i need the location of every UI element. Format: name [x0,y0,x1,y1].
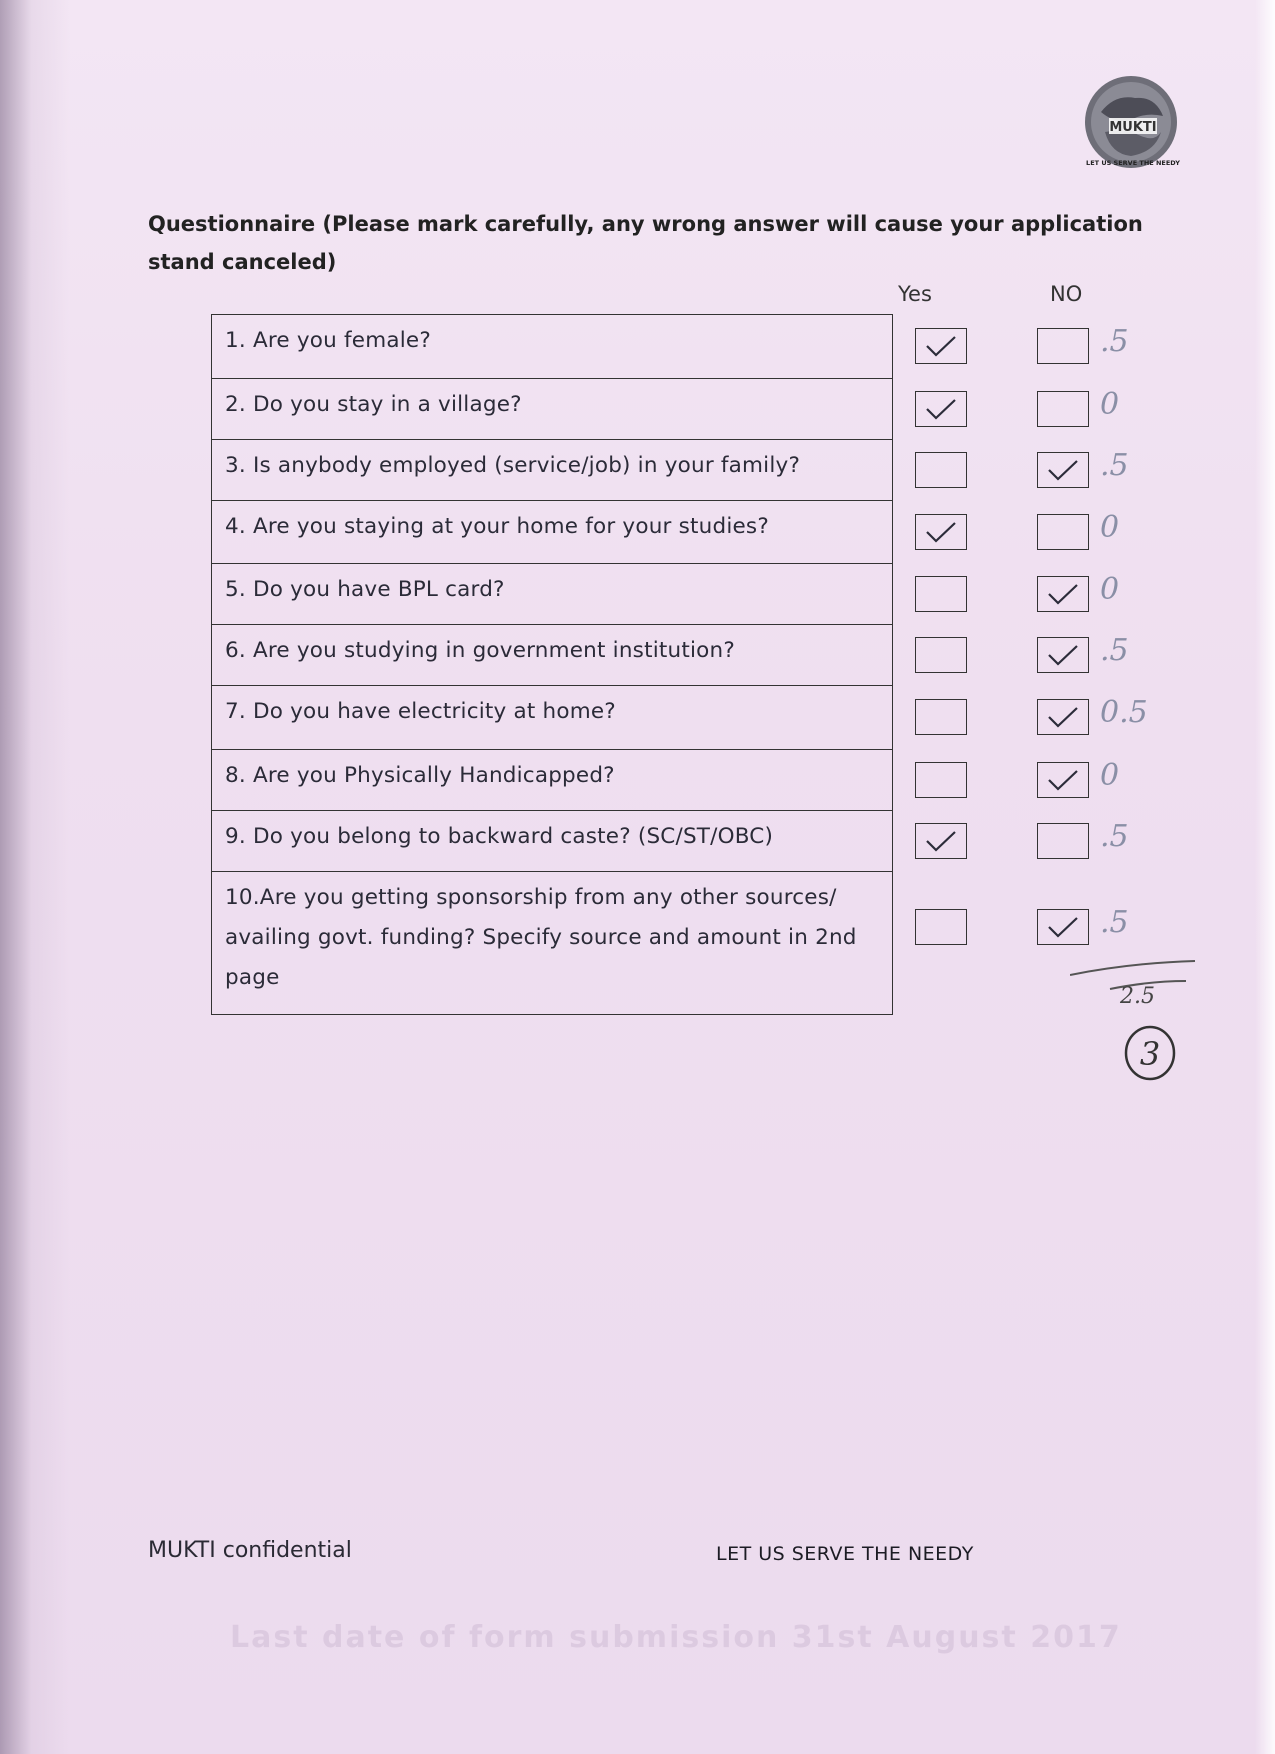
logo-tagline: LET US SERVE THE NEEDY [1086,159,1180,167]
paper-edge [1255,0,1275,1754]
question-text: 7. Do you have electricity at home? [225,699,616,724]
handwritten-score: 0 [1100,510,1120,545]
handwritten-score: 0 [1100,758,1120,793]
checkbox-yes[interactable] [915,391,967,427]
checkbox-no[interactable] [1037,514,1089,550]
checkbox-yes[interactable] [915,823,967,859]
checkbox-yes[interactable] [915,699,967,735]
question-row [212,625,892,686]
column-yes: Yes [898,282,932,306]
footer-confidential: MUKTI confidential [148,1538,352,1563]
handwritten-score: 0.5 [1100,695,1148,730]
checkmark-icon [1046,704,1080,730]
checkmark-icon [924,828,958,854]
checkmark-icon [1046,642,1080,668]
checkbox-yes[interactable] [915,637,967,673]
question-row [212,440,892,501]
question-row [212,750,892,811]
handwritten-score: 0 [1100,572,1120,607]
question-text: 2. Do you stay in a village? [225,392,522,417]
checkbox-no[interactable] [1037,452,1089,488]
handwritten-score: .5 [1100,905,1129,940]
checkmark-icon [1046,914,1080,940]
checkbox-yes[interactable] [915,762,967,798]
question-text: 5. Do you have BPL card? [225,577,505,602]
scan-shadow [0,0,70,1754]
question-text: 8. Are you Physically Handicapped? [225,763,615,788]
logo-text: MUKTI [1109,120,1157,135]
question-text: 4. Are you staying at your home for your studies? [225,514,769,539]
column-no: NO [1050,282,1083,306]
question-row [212,686,892,750]
checkbox-yes[interactable] [915,452,967,488]
question-row [212,379,892,440]
checkbox-no[interactable] [1037,823,1089,859]
checkbox-no[interactable] [1037,576,1089,612]
checkbox-no[interactable] [1037,762,1089,798]
checkbox-no[interactable] [1037,909,1089,945]
handwritten-score: .5 [1100,448,1129,483]
checkmark-icon [1046,457,1080,483]
question-text: 6. Are you studying in government institution? [225,638,735,663]
checkbox-yes[interactable] [915,328,967,364]
checkbox-no[interactable] [1037,699,1089,735]
question-text: 1. Are you female? [225,328,431,353]
question-row [212,501,892,564]
handwritten-score: .5 [1100,633,1129,668]
question-text: 9. Do you belong to backward caste? (SC/ST/OBC) [225,824,774,849]
checkbox-yes[interactable] [915,909,967,945]
checkbox-no[interactable] [1037,328,1089,364]
footer-tagline: LET US SERVE THE NEEDY [716,1543,974,1565]
checkbox-yes[interactable] [915,514,967,550]
total-final: 3 [1139,1035,1161,1073]
checkmark-icon [924,333,958,359]
checkmark-icon [1046,767,1080,793]
question-text: 3. Is anybody employed (service/job) in your family? [225,453,801,478]
checkmark-icon [924,519,958,545]
mukti-logo [1075,72,1191,172]
question-row [212,564,892,625]
handwritten-score: .5 [1100,819,1129,854]
checkbox-yes[interactable] [915,576,967,612]
checkbox-no[interactable] [1037,391,1089,427]
checkmark-icon [924,396,958,422]
handwritten-total [1070,955,1200,1085]
bleed-through-text: Last date of form submission 31st August 2017 [230,1620,1122,1655]
total-over: 2.5 [1120,984,1155,1009]
question-row [212,811,892,872]
question-row [212,315,892,379]
questions-table [211,314,893,1015]
questionnaire-title: Questionnaire (Please mark carefully, any wrong answer will cause your application stand canceled) [148,212,1143,274]
checkbox-no[interactable] [1037,637,1089,673]
checkmark-icon [1046,581,1080,607]
question-row [212,872,892,1015]
question-text: 10.Are you getting sponsorship from any other sources/ availing govt. funding? Specify source and amount in 2nd page [225,885,857,990]
handwritten-score: 0 [1100,387,1120,422]
handwritten-score: .5 [1100,324,1129,359]
